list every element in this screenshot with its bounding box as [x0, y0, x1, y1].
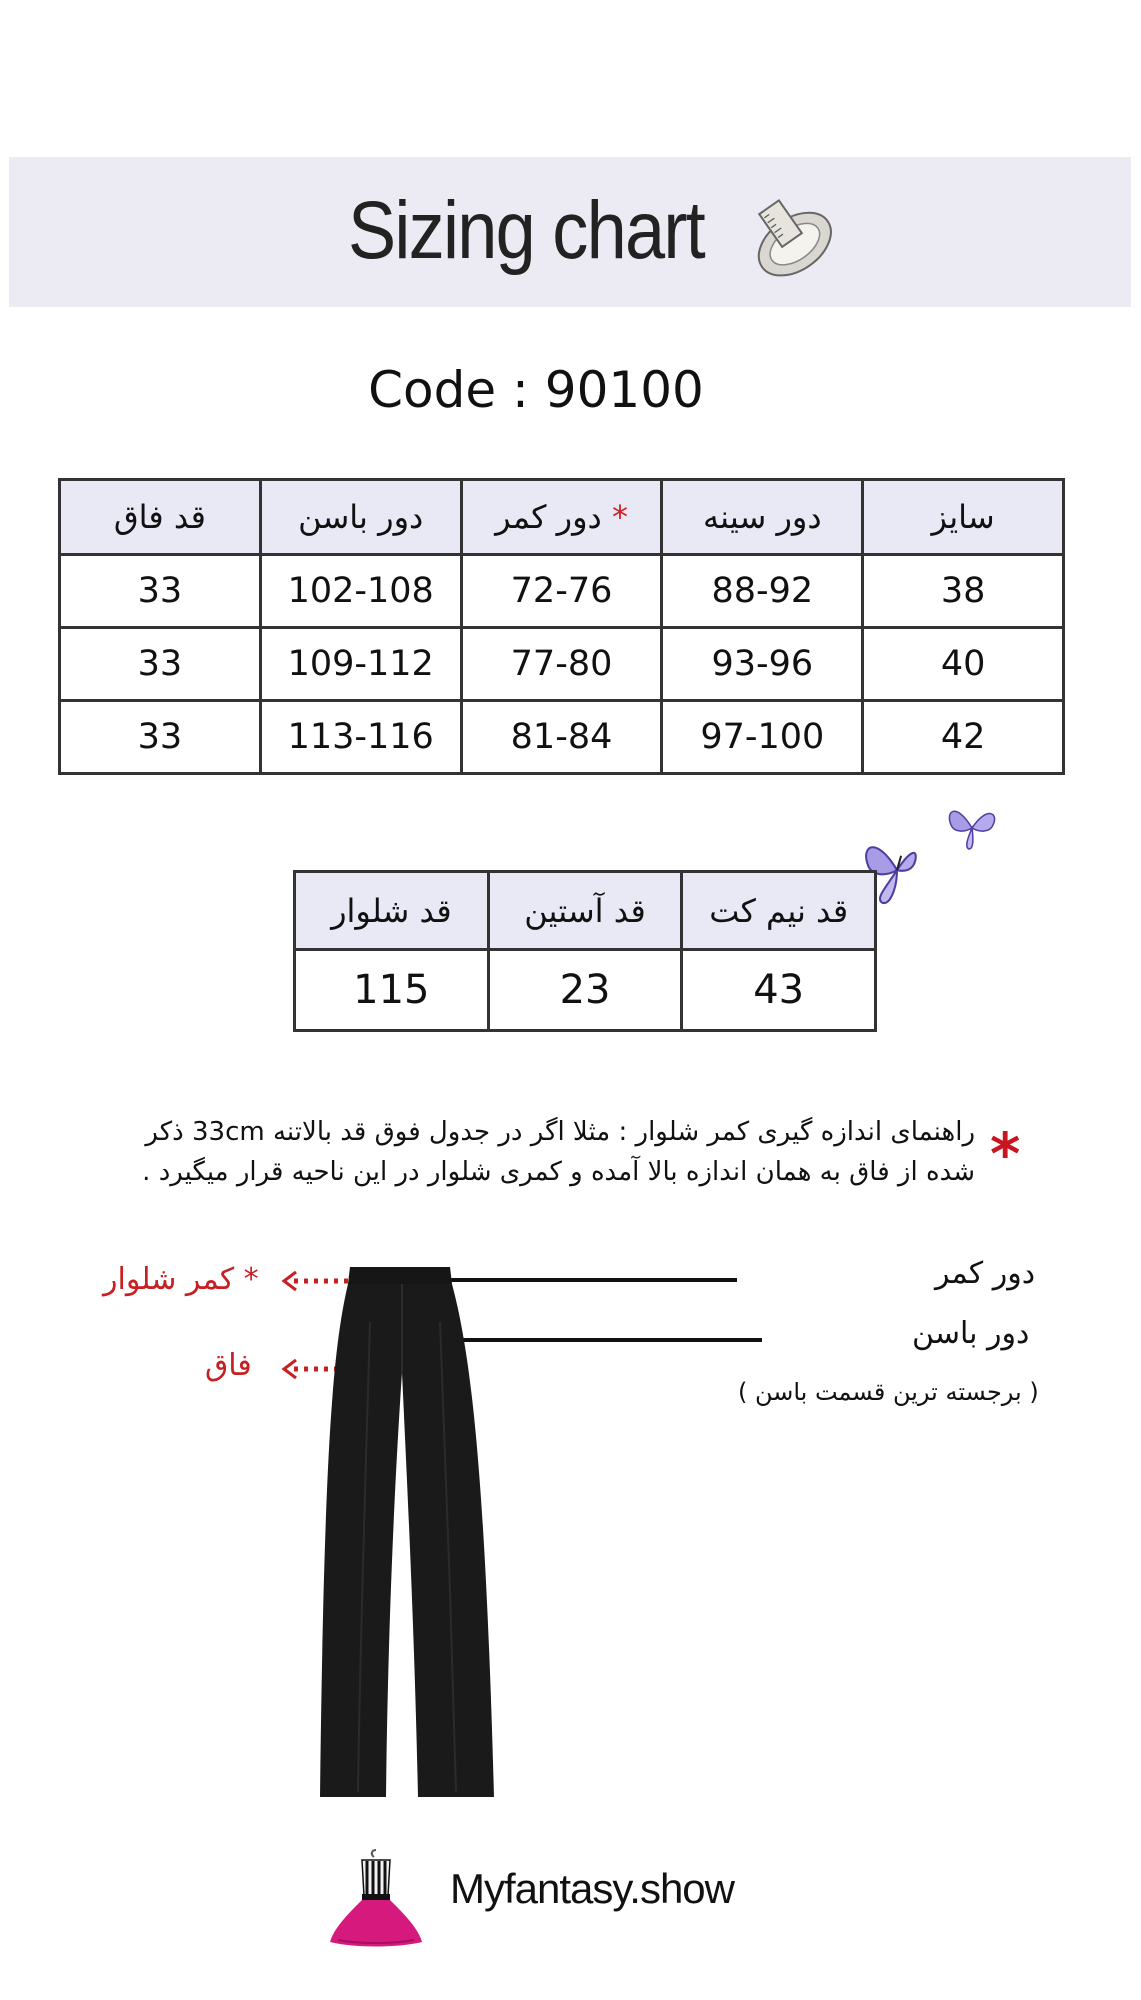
butterfly-icon [942, 795, 1002, 855]
page-title: Sizing chart [348, 185, 704, 276]
cell-hip: 113-116 [260, 701, 461, 774]
cell-size: 38 [863, 555, 1064, 628]
note-line-2: شده از فاق به همان اندازه بالا آمده و کمری شلوار در این ناحیه قرار میگیرد . [142, 1157, 975, 1187]
brand-name: Myfantasy.show [450, 1865, 734, 1912]
dress-icon [328, 1848, 424, 1950]
note-line-1: راهنمای اندازه گیری کمر شلوار : مثلا اگر در جدول فوق قد بالاتنه 33cm ذکر [145, 1117, 975, 1147]
note-star-marker: * [990, 1120, 1021, 1188]
rise-label: فاق [205, 1348, 252, 1383]
header-rise: قد فاق [60, 480, 261, 555]
table-row [60, 701, 1064, 774]
header-pants-length: قد شلوار [295, 872, 489, 950]
product-code: Code : 90100 [368, 361, 704, 419]
table-row [60, 555, 1064, 628]
cell-jacket-length: 43 [682, 950, 876, 1031]
cell-chest: 97-100 [662, 701, 863, 774]
waist-label: دور کمر [935, 1256, 1036, 1291]
cell-chest: 93-96 [662, 628, 863, 701]
cell-waist: 72-76 [461, 555, 662, 628]
cell-hip: 102-108 [260, 555, 461, 628]
cell-waist: 77-80 [461, 628, 662, 701]
hip-label: دور باسن [912, 1316, 1030, 1351]
cell-rise: 33 [60, 701, 261, 774]
waistband-label: * کمر شلوار [103, 1262, 259, 1297]
cell-pants-length: 115 [295, 950, 489, 1031]
cell-chest: 88-92 [662, 555, 863, 628]
table-row [60, 628, 1064, 701]
header-waist-label: دور کمر [495, 498, 602, 536]
table-row [295, 950, 876, 1031]
header-sleeve-length: قد آستین [488, 872, 682, 950]
cell-rise: 33 [60, 628, 261, 701]
cell-hip: 109-112 [260, 628, 461, 701]
header-chest: دور سینه [662, 480, 863, 555]
measuring-tape-icon [742, 190, 842, 290]
cell-size: 40 [863, 628, 1064, 701]
length-table [293, 870, 877, 1032]
cell-size: 42 [863, 701, 1064, 774]
table-header-row [60, 480, 1064, 555]
hip-note: ( برجسته ترین قسمت باسن ) [738, 1378, 1039, 1406]
pants-illustration [300, 1262, 500, 1802]
header-waist [461, 480, 662, 555]
measurement-note [100, 1112, 975, 1192]
header-size: سایز [863, 480, 1064, 555]
cell-waist: 81-84 [461, 701, 662, 774]
table-header-row [295, 872, 876, 950]
cell-rise: 33 [60, 555, 261, 628]
size-table [58, 478, 1065, 775]
header-hip: دور باسن [260, 480, 461, 555]
cell-sleeve-length: 23 [488, 950, 682, 1031]
header-jacket-length: قد نیم کت [682, 872, 876, 950]
waist-star-marker: * [611, 498, 628, 536]
